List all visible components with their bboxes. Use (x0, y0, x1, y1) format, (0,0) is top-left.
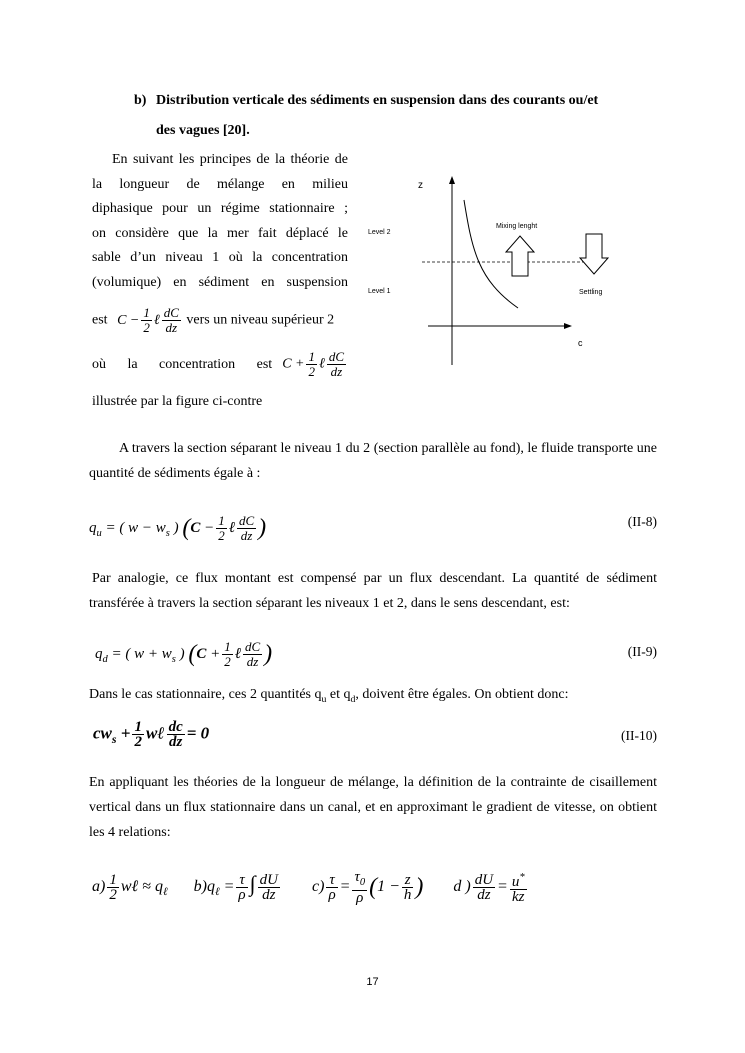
formula-balance: $cw_s$ + $\frac{1}{2}$ wℓ $\frac{dc}{dz}$ = 0 (93, 719, 210, 750)
est-prefix: est (92, 312, 108, 328)
intro-est-line (92, 306, 334, 335)
page-number: 17 (366, 976, 379, 988)
formula-qd: $q_d$ = ( $w + w_s$ ) (C + $\frac{1}{2}$ ℓ $\frac{dC}{dz}$ ) (95, 639, 273, 669)
p3-sub: d (350, 693, 356, 705)
intro-ou-line (92, 350, 348, 379)
p3-sub: u (321, 693, 327, 705)
intro-line: on considère que la mer fait déplacé le (92, 225, 348, 241)
est-suffix: vers un niveau supérieur 2 (186, 312, 335, 328)
equation-ii-8 (89, 510, 657, 544)
formula-qu: $q_u$ = ( $w - w_s$ ) (C − $\frac{1}{2}$ ℓ $\frac{dC}{dz}$ ) (89, 513, 267, 543)
four-relations (92, 870, 612, 905)
mixing-label: Mixing lenght (496, 223, 538, 230)
p3-text: Dans le cas stationnaire, ces 2 quantités q (89, 687, 322, 702)
settling-label: Settling (579, 289, 603, 296)
equation-ii-10 (89, 718, 657, 758)
mixing-length-figure (360, 170, 620, 370)
equation-number: (II-9) (627, 644, 657, 659)
p3-text: , doivent être égales. On obtient donc: (355, 687, 569, 702)
intro-line: la longueur de mélange en milieu (92, 176, 348, 192)
paragraph-2: Par analogie, ce flux montant est compensé par un flux descendant. La quantité de sédiment transférée à travers la section séparant les niveaux 1 et 2, dans le sens descendant, est: (89, 571, 657, 611)
section-label: b) (134, 93, 147, 108)
intro-line: diphasique pour un régime stationnaire ; (92, 201, 348, 216)
section-title-line2: des vagues [20]. (156, 123, 250, 138)
section-title-line1: Distribution verticale des sédiments en suspension dans des courants ou/et (156, 93, 599, 108)
intro-closing: illustrée par la figure ci-contre (92, 394, 263, 409)
level1-label: Level 1 (368, 288, 391, 295)
axis-c-label: c (578, 338, 583, 348)
relation-d: d ) $\frac{dU}{dz}$ = $\frac{u^*}{kz}$ (453, 872, 525, 905)
intro-paragraph (92, 148, 348, 295)
intro-line: (volumique) en sédiment en suspension (92, 274, 348, 290)
z-axis-arrow (449, 176, 455, 184)
formula-c-plus: C + $\frac{1}{2}$ ℓ $\frac{dC}{dz}$ (282, 349, 344, 379)
relation-a: a) $\frac{1}{2}$ wℓ ≈ $q_\ell$ (92, 872, 168, 903)
intro-line: sable d’un niveau 1 où la concentration (92, 250, 348, 265)
down-arrow-icon (580, 234, 608, 274)
ou-prefix: où la concentration est (92, 356, 273, 372)
p3-text: et q (326, 687, 351, 702)
equation-number: (II-8) (627, 514, 657, 529)
relation-c: c) $\frac{\tau}{\rho}$ = $\frac{\tau_0}{\rho}$ (1 − $\frac{z}{h}$ ) (312, 869, 424, 906)
up-arrow-icon (506, 236, 534, 276)
level2-label: Level 2 (368, 229, 391, 236)
c-axis-arrow (564, 323, 572, 329)
paragraph-1: A travers la section séparant le niveau 1 du 2 (section parallèle au fond), le fluide transporte une quantité de sédiments égale à : (89, 441, 657, 481)
formula-c-minus: C − $\frac{1}{2}$ ℓ $\frac{dC}{dz}$ (117, 305, 179, 335)
relation-b: $b)q_\ell$ = $\frac{\tau}{\rho}$ ∫ $\frac{dU}{dz}$ (193, 871, 278, 903)
equation-number: (II-10) (621, 728, 657, 743)
section-heading (134, 86, 674, 146)
paragraph-4: En appliquant les théories de la longueur de mélange, la définition de la contrainte de cisaillement vertical dans un flux stationnaire dans un canal, et en approximant le gradient de vitesse, on obtient les 4 relations: (89, 775, 657, 840)
paragraph-3 (89, 682, 657, 712)
axis-z-label: z (418, 180, 423, 191)
equation-ii-9 (89, 638, 657, 672)
intro-line: En suivant les principes de la théorie de (112, 152, 348, 167)
concentration-curve (464, 200, 518, 308)
